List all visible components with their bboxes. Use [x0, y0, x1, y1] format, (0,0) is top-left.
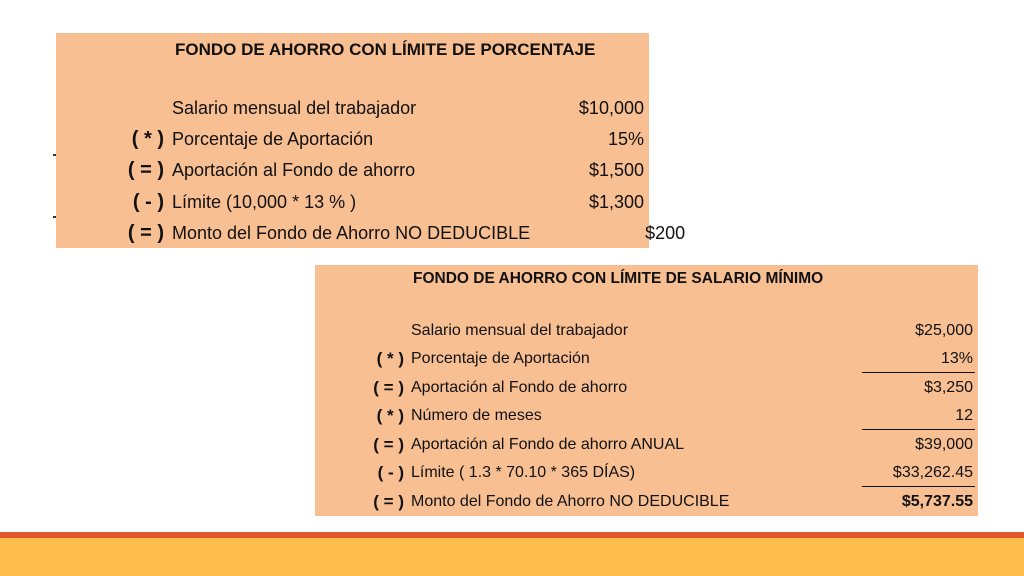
- table-row: [315, 431, 978, 459]
- row-label: Salario mensual del trabajador: [411, 322, 629, 339]
- row-label: Límite (10,000 * 13 % ): [172, 192, 357, 212]
- row-value: $33,262.45: [862, 459, 975, 487]
- operator: ( = ): [373, 378, 404, 397]
- operator: ( * ): [131, 128, 164, 150]
- operator: ( = ): [127, 222, 164, 244]
- row-value: $3,250: [924, 379, 973, 396]
- row-value: $1,300: [588, 192, 644, 212]
- table-row: [315, 402, 978, 430]
- row-label: Salario mensual del trabajador: [172, 98, 417, 118]
- table-title: FONDO DE AHORRO CON LÍMITE DE PORCENTAJE: [175, 40, 596, 59]
- operator: ( * ): [376, 406, 404, 425]
- row-value: 13%: [862, 345, 975, 373]
- row-value: $10,000: [578, 98, 644, 118]
- table-row: [315, 488, 978, 516]
- row-label: Monto del Fondo de Ahorro NO DEDUCIBLE: [172, 223, 531, 243]
- row-value: $25,000: [915, 322, 973, 339]
- table-title: FONDO DE AHORRO CON LÍMITE DE SALARIO MÍNIMO: [413, 270, 824, 287]
- percentage-limit-table: [56, 33, 686, 248]
- row-value: $200: [645, 223, 686, 243]
- table-row: [315, 345, 978, 373]
- operator: ( = ): [373, 492, 404, 511]
- minimum-wage-limit-table: [315, 265, 978, 516]
- operator: ( - ): [132, 191, 164, 213]
- table-row: [56, 155, 649, 186]
- row-label: Porcentaje de Aportación: [172, 129, 374, 149]
- operator: ( = ): [127, 159, 164, 181]
- table-row: [315, 317, 978, 345]
- operator: ( - ): [377, 463, 404, 482]
- row-label: Número de meses: [411, 407, 542, 424]
- row-label: Monto del Fondo de Ahorro NO DEDUCIBLE: [411, 493, 730, 510]
- table-row: [56, 218, 686, 249]
- table-row: [56, 93, 649, 124]
- row-label: Límite ( 1.3 * 70.10 * 365 DÍAS): [411, 464, 636, 481]
- row-label: Aportación al Fondo de ahorro: [172, 160, 416, 180]
- row-label: Aportación al Fondo de ahorro ANUAL: [411, 436, 685, 453]
- row-value: 12: [862, 402, 975, 430]
- row-value: 15%: [607, 129, 644, 149]
- row-value: $5,737.55: [901, 493, 973, 510]
- row-value: $1,500: [588, 160, 644, 180]
- operator: ( = ): [373, 435, 404, 454]
- footer-band: [0, 538, 1024, 576]
- table-row: [56, 124, 649, 155]
- row-label: Aportación al Fondo de ahorro: [411, 379, 628, 396]
- row-label: Porcentaje de Aportación: [411, 350, 590, 367]
- table-row: [315, 459, 978, 487]
- row-value: $39,000: [915, 436, 973, 453]
- operator: ( * ): [376, 349, 404, 368]
- table-row: [315, 374, 978, 402]
- table-row: [56, 187, 649, 218]
